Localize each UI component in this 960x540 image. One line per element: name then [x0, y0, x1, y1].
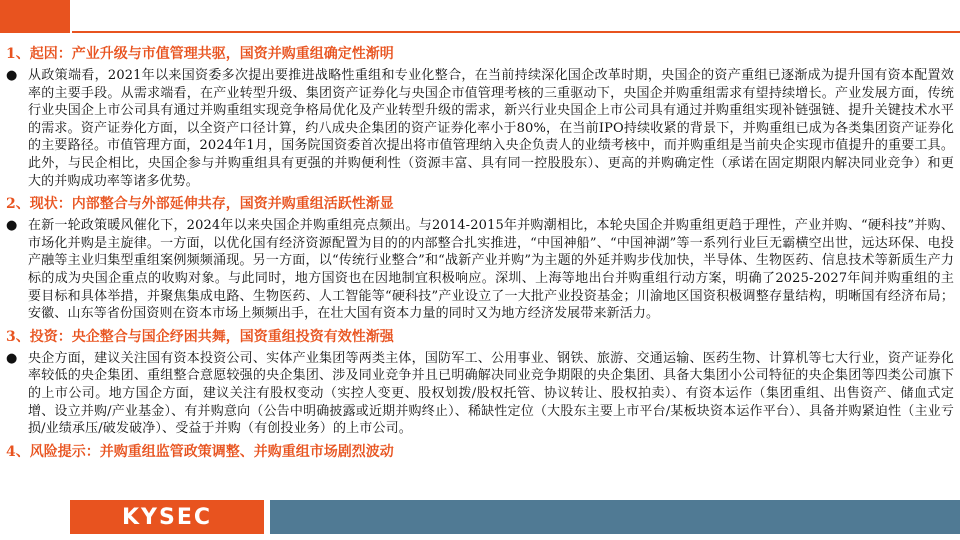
brand-logo [70, 500, 264, 534]
bullet-text-status: 在新一轮政策暖风催化下，2024年以来央国企并购重组亮点频出。与2014-2015年并购潮相比，本轮央国企并购重组更趋于理性，产业并购、“硬科技”并购、市场化并购是主旋律。一方面，以优化国有经济资源配置为目的的内部整合扎实推进，“中国神船”、“中国神湖”等一系列行业巨无霸横空出世，远达环保、电投产融等主业归集型重组案例频频涌现。另一方面，以“传统行业整合”和“战新产业并购”为主题的外延并购步伐加快，半导体、生物医药、信息技术等新质生产力标的成为央国企重点的收购对象。与此同时，地方国资也在因地制宜积极响应。深圳、上海等地出台并购重组行动方案，明确了2025-2027年间并购重组的主要目标和具体举措，并聚焦集成电路、生物医药、人工智能等“硬科技”产业设立了一大批产业投资基金；川渝地区国资积极调整存量结构，明晰国有经济布局；安徽、山东等省份国资则在资本市场上频频出手，在壮大国有资本力量的同时又为地方经济发展带来新活力。 [28, 218, 954, 322]
bullet-item-investment [6, 350, 954, 438]
section-heading-status: 2、现状：内部整合与外部延伸共存，国资并购重组活跃性渐显 [6, 196, 394, 213]
brand-logo-text: KYSEC [122, 504, 212, 530]
bullet-text-investment: 央企方面，建议关注国有资本投资公司、实体产业集团等两类主体，国防军工、公用事业、钢铁、旅游、交通运输、医药生物、计算机等七大行业，资产证券化率较低的央企集团、重组整合意愿较强的央企集团、涉及同业竞争并且已明确解决同业竞争期限的央企集团、具备大集团小公司特征的央企集团等四类公司旗下的上市公司。地方国企方面，建议关注有股权变动（实控人变更、股权划拨/股权托管、协议转让、股权拍卖）、有资本运作（集团重组、出售资产、储血式定增、设立并购/产业基金）、有并购意向（公告中明确披露或近期并购终止）、稀缺性定位（大股东主要上市平台/某板块资本运作平台）、具备并购紧迫性（主业亏损/业绩承压/破发破净）、受益于并购（有创投业务）的上市公司。 [28, 350, 954, 437]
bullet-item-status [6, 217, 954, 323]
bullet-item-cause [6, 67, 954, 190]
section-heading-investment: 3、投资：央企整合与国企纾困共舞，国资重组投资有效性渐强 [6, 328, 394, 345]
bullet-text-cause: 从政策端看，2021年以来国资委多次提出要推进战略性重组和专业化整合，在当前持续深化国企改革时期，央国企的资产重组已逐渐成为提升国有资本配置效率的主要手段。从需求端看，在产业转型升级、集团资产证券化与央国企市值管理考核的三重驱动下，央国企并购重组需求有望持续增长。产业发展方面，传统行业央国企上市公司具有通过并购重组实现竞争格局优化及产业转型升级的需求，新兴行业央国企上市公司具有通过并购重组实现补链强链、提升关键技术水平的需求。资产证券化方面，以全资产口径计算，约八成央企集团的资产证券化率小于80%，在当前IPO持续收紧的背景下，并购重组已成为各类集团资产证券化的主要路径。市值管理方面，2024年1月，国务院国资委首次提出将市值管理纳入央企负责人的业绩考核中，而并购重组是当前央企实现市值提升的重要工具。此外，与民企相比，央国企参与并购重组具有更强的并购便利性（资源丰富、具有同一控股股东）、更高的并购确定性（承诺在固定期限内解决同业竞争）和更大的并购成功率等诸多优势。 [28, 68, 954, 189]
header-accent-block [0, 0, 70, 33]
footer-bar [270, 500, 960, 534]
bullet-dot-icon: ● [6, 350, 18, 366]
section-heading-cause: 1、起因：产业升级与市值管理共驱，国资并购重组确定性渐明 [6, 46, 394, 62]
bullet-dot-icon: ● [6, 68, 18, 83]
bullet-dot-icon: ● [6, 218, 18, 234]
header-rule [72, 31, 960, 33]
summary-content [6, 40, 954, 465]
section-heading-risk: 4、风险提示：并购重组监管政策调整、并购重组市场剧烈波动 [6, 443, 394, 460]
